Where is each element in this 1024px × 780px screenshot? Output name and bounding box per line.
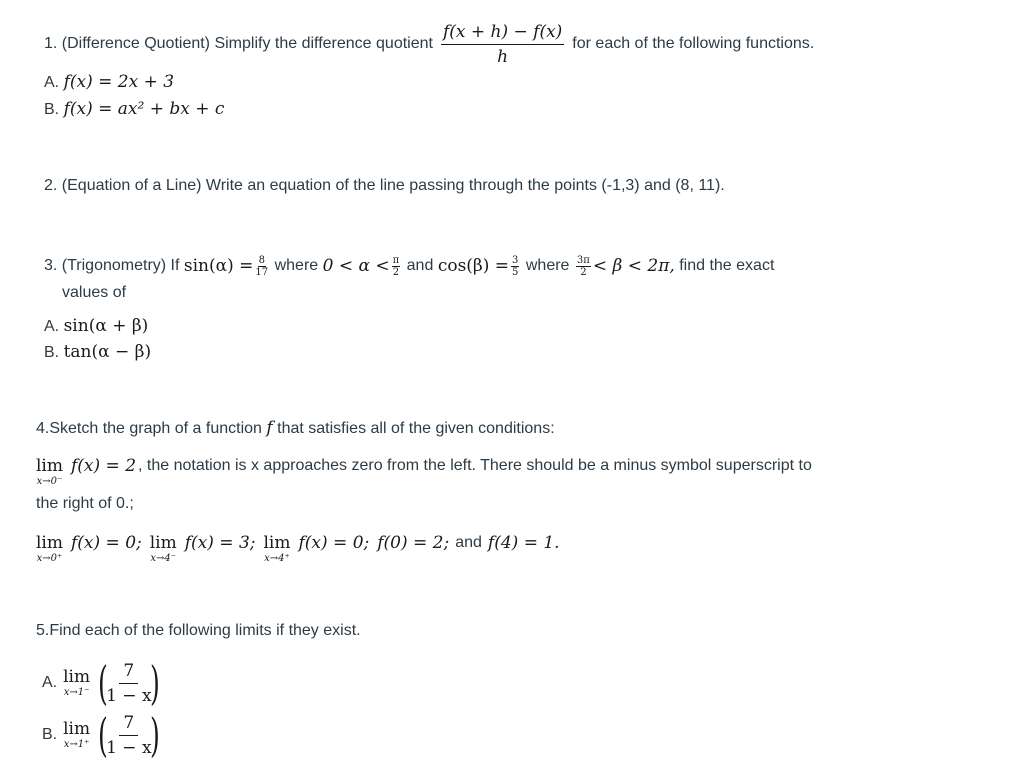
q5-item-a: A. lim x→1⁻ ( $\frac{7}{1 - x}$ ) [42,656,160,710]
q4-text: 4.Sketch the graph of a function f that satisfies all of the given conditions: [36,418,555,438]
q1-difference-quotient: $\frac{f(x + h) - f(x)}{h}$ [442,21,563,67]
q4-lim1: lim x→0⁻ [36,456,63,487]
q3-b-math: tan(α − β) [63,342,152,362]
q2-text: 2. (Equation of a Line) Write an equation of the line passing through the points (-1,3) and (8, 11). [44,177,725,194]
q3-line2: values of [62,284,127,301]
q1-item-a: A. f(x) = 2x + 3 [44,72,175,92]
q4-note-cont: the right of 0.; [36,495,134,512]
q3-frac-3-5: $\frac{3}{5}$ [512,254,519,278]
q1-lead: 1. (Difference Quotient) Simplify the difference quotient [44,35,433,52]
q1-trail: for each of the following functions. [572,35,815,52]
q3-frac-3pi-2: $\frac{3\pi}{2}$ [576,254,590,278]
q3-item-a: A. sin(α + β) [44,316,149,336]
q3-frac-pi-2: $\frac{\pi}{2}$ [392,254,400,278]
q4-conditions: lim x→0⁺ f(x) = 0; lim x→4⁻ f(x) = 3; lim x→4⁺ f(x) = 0; f(0) = 2; and f(4) = 1. [36,533,560,564]
q3-frac-8-17: $\frac{8}{17}$ [255,254,269,278]
q3-line: 3. (Trigonometry) If sin(α) = $\frac{8}{17}$ where 0 < α < $\frac{\pi}{2}$ and cos(β) = $\frac{3}{5}$ where $\frac{3\pi}{2}$ < β < 2π, find the exact [44,254,775,278]
q1-b-math: f(x) = ax² + bx + c [63,99,225,119]
q5-b-fraction: $\frac{7}{1 - x}$ [106,712,152,758]
q3-item-b: B. tan(α − β) [44,342,152,362]
q1-line [44,20,814,68]
q5-a-fraction: $\frac{7}{1 - x}$ [106,660,152,706]
q5-item-b: B. lim x→1⁺ ( $\frac{7}{1 - x}$ ) [42,708,160,762]
q1-item-b: B. f(x) = ax² + bx + c [44,99,225,119]
q4-limit-left: lim x→0⁻ f(x) = 2 , the notation is x approaches zero from the left. There should be a minus symbol superscript to [36,456,812,487]
q1-a-math: f(x) = 2x + 3 [63,72,175,92]
q5-text: 5.Find each of the following limits if they exist. [36,622,361,639]
q3-a-math: sin(α + β) [63,316,149,336]
